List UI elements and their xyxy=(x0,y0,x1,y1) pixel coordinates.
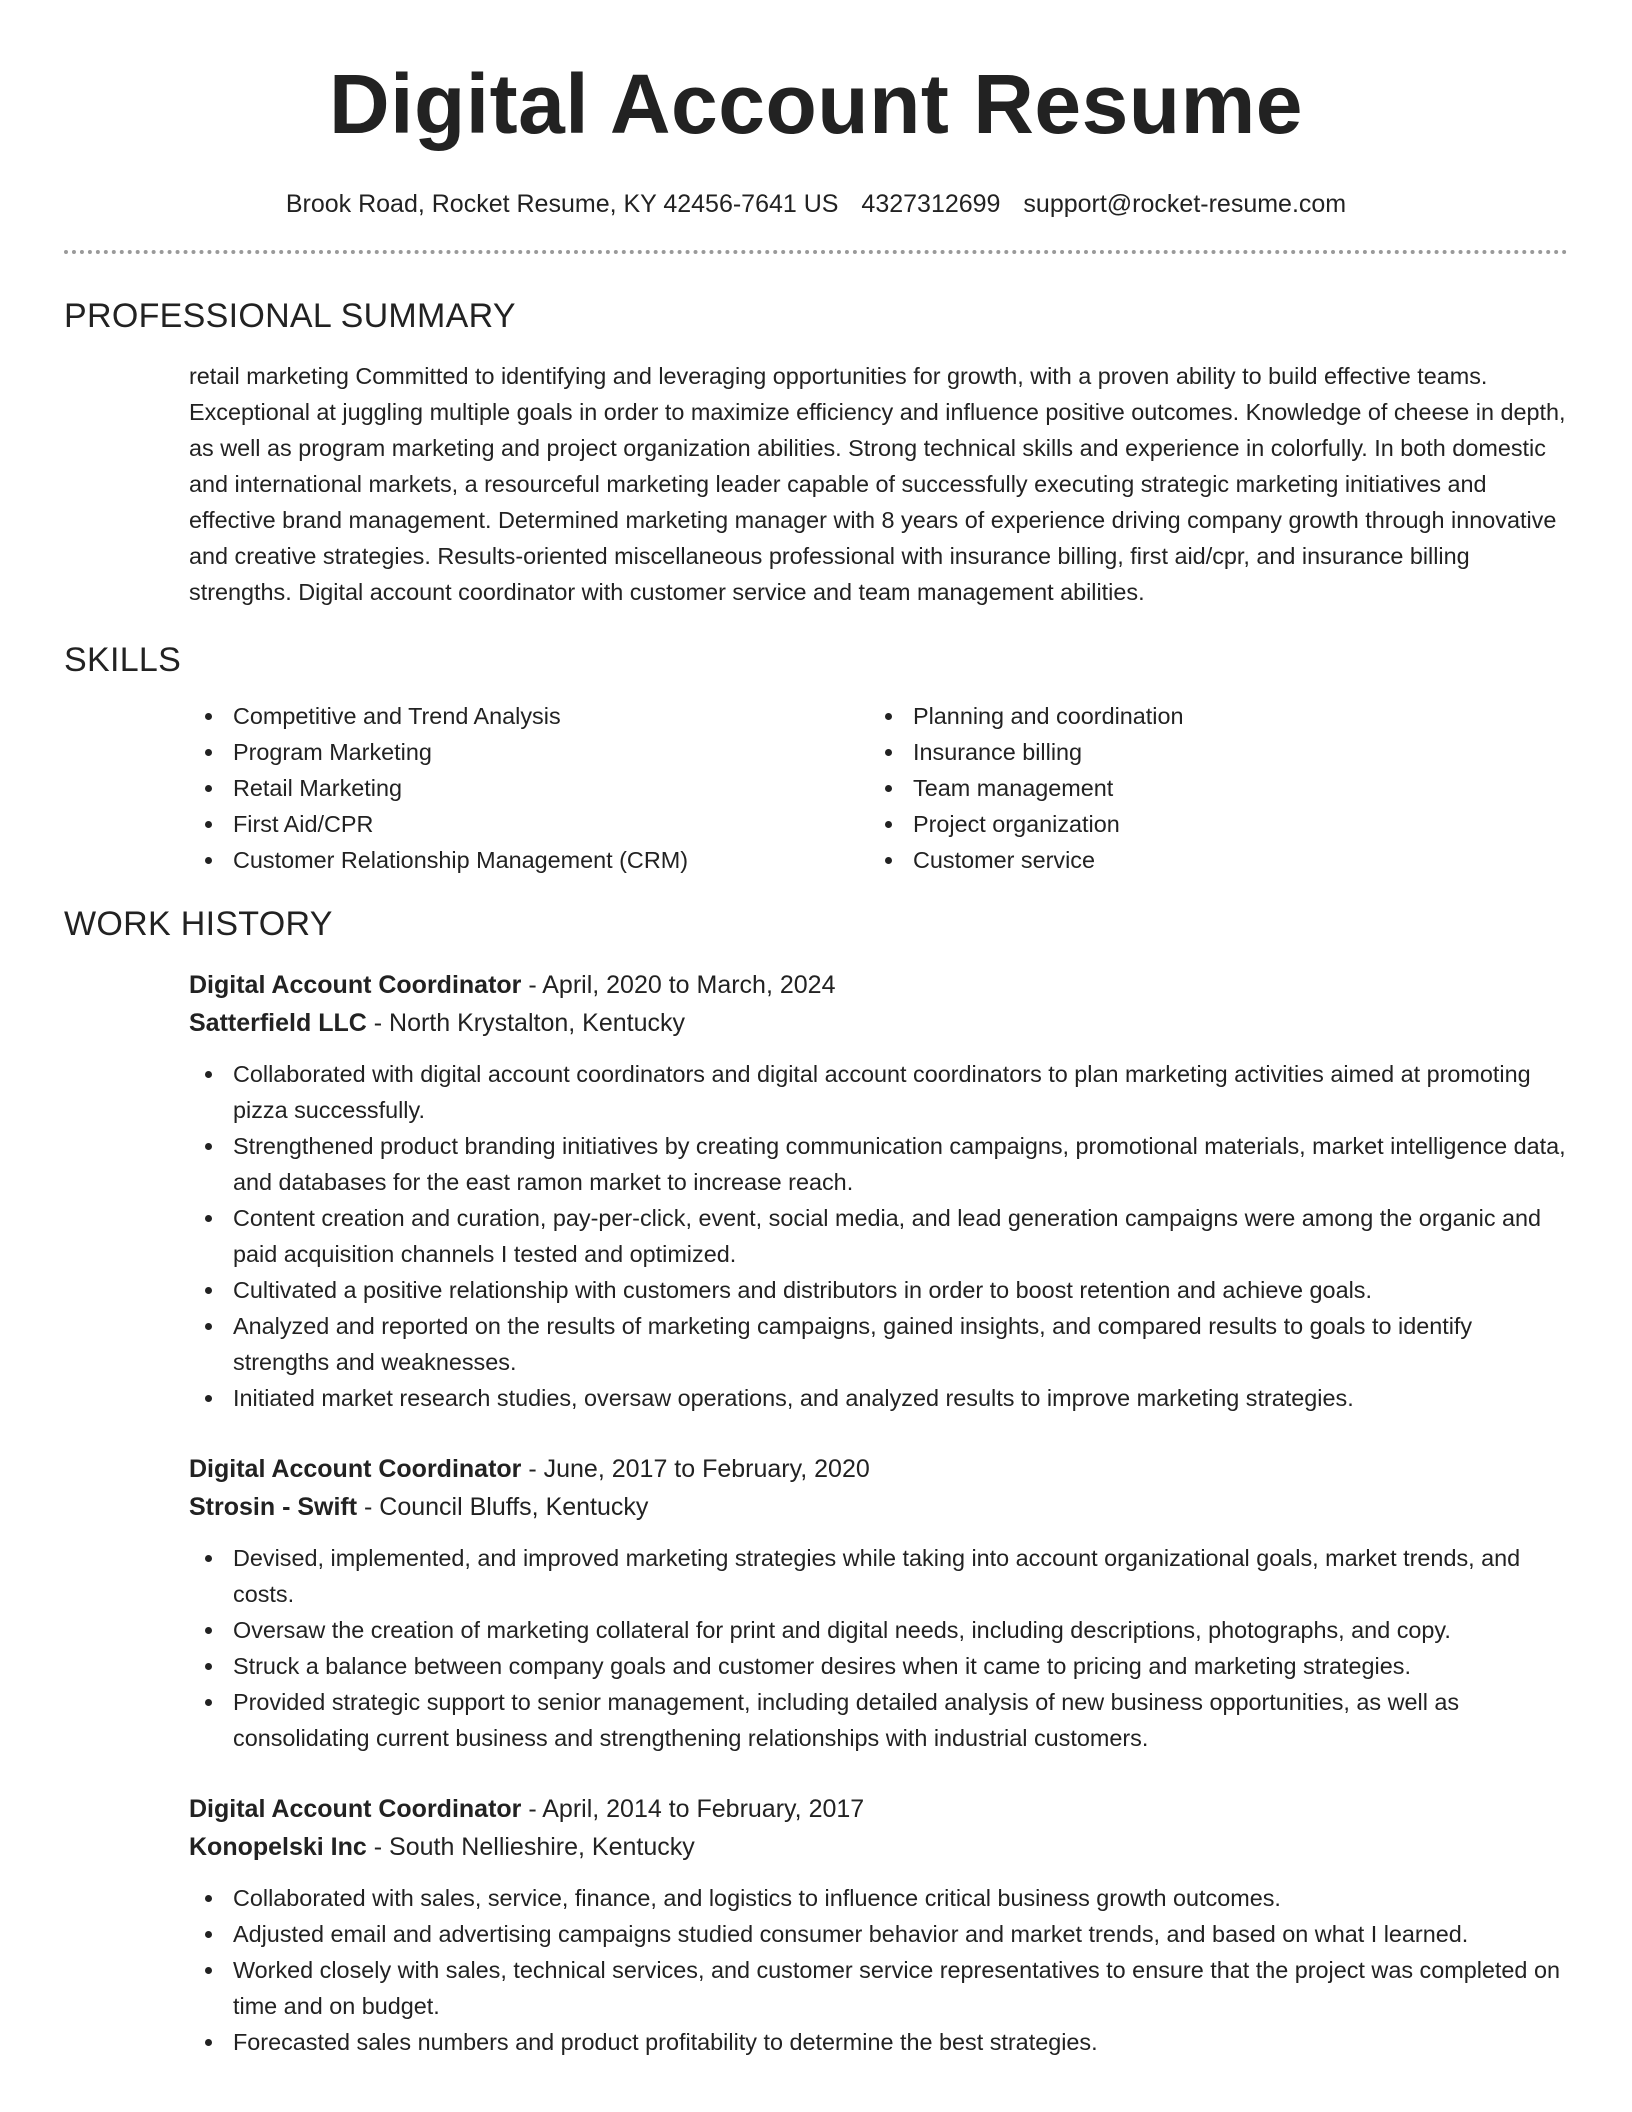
summary-text: retail marketing Committed to identifying and leveraging opportunities for growth, with a proven ability to build effective teams. Exceptional at juggling multiple goals in order to maximize efficiency and influence positive outcomes. Knowledge of cheese in depth, as well as program marketing and project organization abilities. Strong technical skills and experience in colorfully. In both domestic and international markets, a resourceful marketing leader capable of successfully executing strategic marketing initiatives and effective brand management. Determined marketing manager with 8 years of experience driving company growth through innovative and creative strategies. Results-oriented miscellaneous professional with insurance billing, first aid/cpr, and insurance billing strengths. Digital account coordinator with customer service and team management abilities. xyxy=(189,363,1566,605)
job-bullet: Analyzed and reported on the results of marketing campaigns, gained insights, and compared results to goals to identify strengths and weaknesses. xyxy=(189,1308,1568,1380)
job-dates: - April, 2014 to February, 2017 xyxy=(521,1795,865,1823)
job-title: Digital Account Coordinator xyxy=(189,1795,522,1823)
contact-address: Brook Road, Rocket Resume, KY 42456-7641 US xyxy=(285,190,839,218)
job-bullet: Worked closely with sales, technical services, and customer service representatives to ensure that the project was completed on time and on budget. xyxy=(189,1952,1568,2024)
job-company-line xyxy=(189,1004,1568,1042)
skill-item: Project organization xyxy=(869,806,1469,842)
job-title: Digital Account Coordinator xyxy=(189,971,522,999)
job-dates: - April, 2020 to March, 2024 xyxy=(521,971,836,999)
job-bullets xyxy=(189,1540,1568,1756)
job-bullet: Collaborated with digital account coordinators and digital account coordinators to plan marketing activities aimed at promoting pizza successfully. xyxy=(189,1056,1568,1128)
job-title-line xyxy=(189,1790,1568,1828)
job-bullet: Initiated market research studies, oversaw operations, and analyzed results to improve marketing strategies. xyxy=(189,1380,1568,1416)
skill-item: Program Marketing xyxy=(189,734,869,770)
skill-item: Competitive and Trend Analysis xyxy=(189,698,869,734)
job-location: - North Krystalton, Kentucky xyxy=(366,1009,685,1037)
skill-item: Retail Marketing xyxy=(189,770,869,806)
job-dates: - June, 2017 to February, 2020 xyxy=(521,1455,870,1483)
job-title-line xyxy=(189,966,1568,1004)
resume-title: Digital Account Resume xyxy=(328,57,1304,151)
job-company: Konopelski Inc xyxy=(189,1833,367,1861)
job-bullet: Collaborated with sales, service, finance, and logistics to influence critical business growth outcomes. xyxy=(189,1880,1568,1916)
summary-heading: PROFESSIONAL SUMMARY xyxy=(64,297,516,335)
job-location: - Council Bluffs, Kentucky xyxy=(357,1493,649,1521)
job-title-line xyxy=(189,1450,1568,1488)
job-location: - South Nellieshire, Kentucky xyxy=(366,1833,695,1861)
skills-column-right xyxy=(869,698,1469,878)
job-entry xyxy=(189,1790,1568,2060)
job-title: Digital Account Coordinator xyxy=(189,1455,522,1483)
job-entry xyxy=(189,966,1568,1416)
job-bullets xyxy=(189,1056,1568,1416)
job-bullets xyxy=(189,1880,1568,2060)
job-bullet: Struck a balance between company goals and customer desires when it came to pricing and marketing strategies. xyxy=(189,1648,1568,1684)
contact-line xyxy=(64,188,1568,220)
job-bullet: Provided strategic support to senior management, including detailed analysis of new business opportunities, as well as consolidating current business and strengthening relationships with industrial customers. xyxy=(189,1684,1568,1756)
job-company-line xyxy=(189,1828,1568,1866)
skill-item: Planning and coordination xyxy=(869,698,1469,734)
skills-column-left xyxy=(189,698,869,878)
job-bullet: Content creation and curation, pay-per-click, event, social media, and lead generation campaigns were among the organic and paid acquisition channels I tested and optimized. xyxy=(189,1200,1568,1272)
job-company: Satterfield LLC xyxy=(189,1009,367,1037)
job-bullet: Strengthened product branding initiatives by creating communication campaigns, promotional materials, market intelligence data, and databases for the east ramon market to increase reach. xyxy=(189,1128,1568,1200)
contact-phone: 4327312699 xyxy=(861,190,1001,218)
skill-item: Insurance billing xyxy=(869,734,1469,770)
skills-list xyxy=(189,698,1568,878)
job-entry xyxy=(189,1450,1568,1756)
skill-item: First Aid/CPR xyxy=(189,806,869,842)
contact-email: support@rocket-resume.com xyxy=(1023,190,1347,218)
header-divider xyxy=(64,250,1568,254)
job-company-line xyxy=(189,1488,1568,1526)
job-bullet: Forecasted sales numbers and product profitability to determine the best strategies. xyxy=(189,2024,1568,2060)
job-bullet: Cultivated a positive relationship with customers and distributors in order to boost retention and achieve goals. xyxy=(189,1272,1568,1308)
skills-heading: SKILLS xyxy=(64,641,182,679)
skill-item: Team management xyxy=(869,770,1469,806)
skill-item: Customer Relationship Management (CRM) xyxy=(189,842,869,878)
job-bullet: Devised, implemented, and improved marketing strategies while taking into account organizational goals, market trends, and costs. xyxy=(189,1540,1568,1612)
skill-item: Customer service xyxy=(869,842,1469,878)
job-bullet: Oversaw the creation of marketing collateral for print and digital needs, including descriptions, photographs, and copy. xyxy=(189,1612,1568,1648)
work-history-heading: WORK HISTORY xyxy=(64,905,333,943)
job-bullet: Adjusted email and advertising campaigns studied consumer behavior and market trends, and based on what I learned. xyxy=(189,1916,1568,1952)
job-company: Strosin - Swift xyxy=(189,1493,358,1521)
